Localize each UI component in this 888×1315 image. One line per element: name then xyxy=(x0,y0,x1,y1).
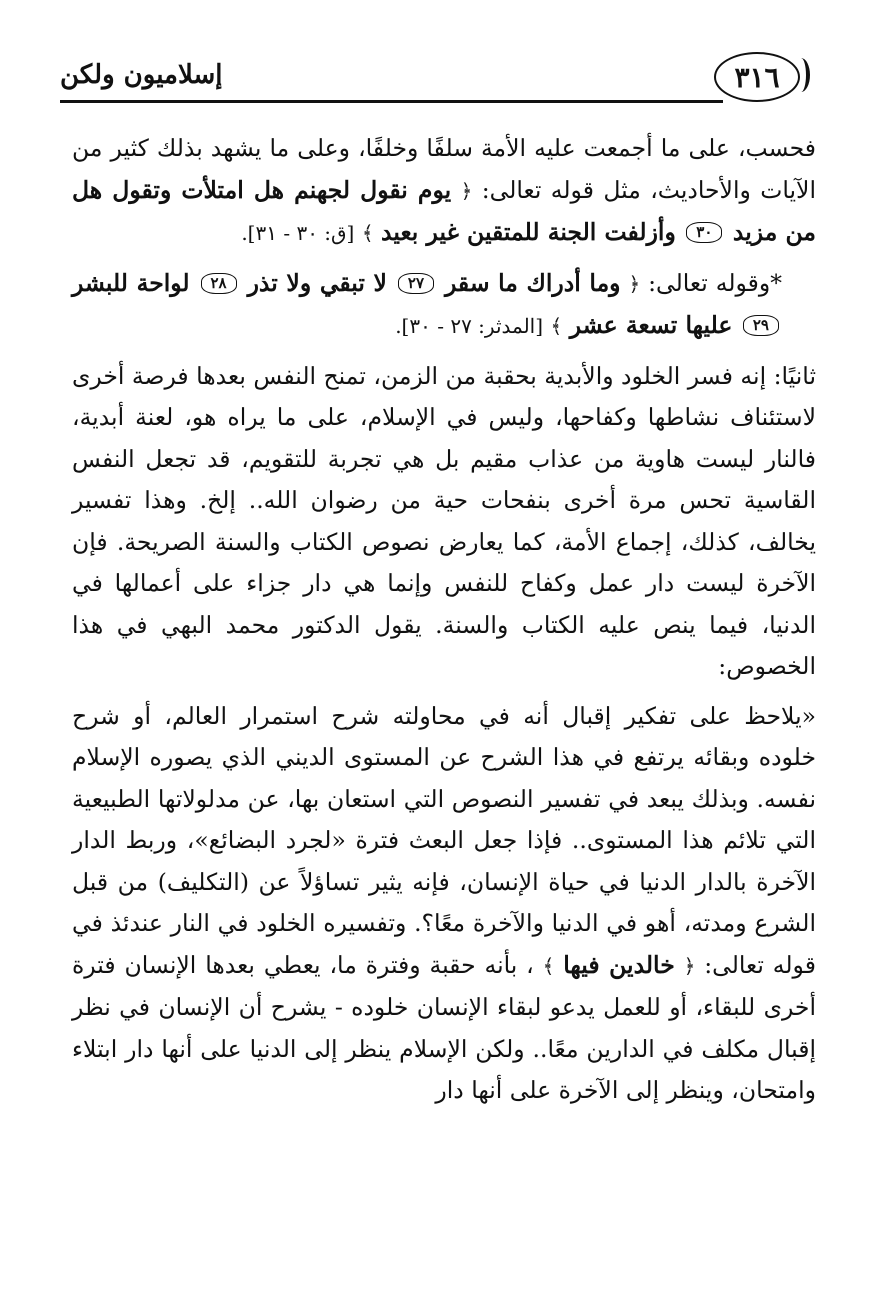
quran-verse: وأزلفت الجنة للمتقين غير بعيد xyxy=(381,218,676,246)
quran-close-bracket: ﴾ xyxy=(550,314,563,338)
quran-open-bracket: ﴿ xyxy=(683,953,696,978)
page-header xyxy=(60,44,818,104)
body-text xyxy=(72,128,816,1120)
verse-number-marker: ٢٨ xyxy=(201,273,237,294)
verse-number-marker: ٢٩ xyxy=(743,315,779,336)
verse-reference: [المدثر: ٢٧ - ٣٠]. xyxy=(395,314,544,338)
page-number-ornament xyxy=(792,58,810,92)
paragraph-3: ثانيًا: إنه فسر الخلود والأبدية بحقبة من الزمن، تمنح النفس بعدها فرصة أخرى لاستئناف نشاطها وكفاحها، وليس في الإسلام، على ما يراه هو، لعنة أبدية، فالنار ليست هاوية من عذاب مقيم بل هي تجربة للتقويم، قد تجعل النفس القاسية تحس مرة أخرى بنفحات حية من رضوان الله.. إلخ. وهذا تفسير يخالف، كذلك، إجماع الأمة، كما يعارض نصوص الكتاب والسنة الصريحة. فإن الآخرة ليست دار عمل وكفاح للنفس وإنما هي دار جزاء على أعمالها في الدنيا، فيما ينص عليه الكتاب والسنة. يقول الدكتور محمد البهي في هذا الخصوص: xyxy=(72,361,816,680)
paragraph-4-quote xyxy=(72,696,816,1112)
quran-open-bracket: ﴿ xyxy=(460,178,473,203)
quran-verse: لواحة للبشر xyxy=(72,268,190,297)
quran-verse: لا تبقي ولا تذر xyxy=(247,268,387,297)
paragraph-1 xyxy=(72,128,816,255)
quran-verse: عليها تسعة عشر xyxy=(569,311,733,339)
quran-verse: وما أدراك ما سقر xyxy=(444,268,621,297)
verse-number-marker: ٣٠ xyxy=(686,222,722,243)
page-number-text: ٣١٦ xyxy=(734,60,780,94)
quran-open-bracket: ﴿ xyxy=(628,271,641,296)
quote-text: «يلاحظ على تفكير إقبال أنه في محاولته شرح استمرار العالم، أو شرح خلوده وبقائه يرتفع في هذا الشرح عن المستوى الديني الذي يصوره الإسلام نفسه. وبذلك يبعد في تفسير النصوص التي استعان بها، عن مدلولاتها الطبيعية التي تلائم هذا المستوى.. فإذا جعل البعث فترة «لجرد البضائع»، وربط الدار الآخرة بالدار الدنيا في حياة الإنسان، فإنه يثير تساؤلاً عن (التكليف) من قبل الشرع ومدته، أهو في الدنيا والآخرة معًا؟. وتفسيره الخلود في النار عندئذ في قوله تعالى: xyxy=(72,701,816,979)
quran-verse: يوم نقول لجهنم هل امتلأت وتقول هل من مزيد xyxy=(72,175,816,246)
quran-close-bracket: ﴾ xyxy=(361,221,374,245)
paragraph-2-text: *وقوله تعالى: xyxy=(648,268,782,297)
paragraph-1-text: فحسب، على ما أجمعت عليه الأمة سلفًا وخلفًا، وعلى ما يشهد بذلك كثير من الآيات والأحاديث، مثل قوله تعالى: xyxy=(72,134,816,204)
verse-reference: [ق: ٣٠ - ٣١]. xyxy=(241,221,355,245)
quote-text: ، بأنه حقبة وفترة ما، يعطي بعدها الإنسان فترة أخرى للبقاء، أو للعمل يدعو لبقاء الإنسان خلوده - يشرح أن الإنسان في نظر إقبال مكلف في الدارين معًا.. ولكن الإسلام ينظر إلى الدنيا على أنها دار ابتلاء وامتحان، وينظر إلى الآخرة على أنها دار xyxy=(72,950,816,1104)
paragraph-2 xyxy=(72,263,816,348)
running-title: إسلاميون ولكن xyxy=(60,60,223,90)
quran-verse: خالدين فيها xyxy=(563,950,675,979)
quran-close-bracket: ﴾ xyxy=(542,953,555,978)
page-number xyxy=(714,52,800,102)
verse-number-marker: ٢٧ xyxy=(398,273,434,294)
header-rule xyxy=(60,100,723,103)
